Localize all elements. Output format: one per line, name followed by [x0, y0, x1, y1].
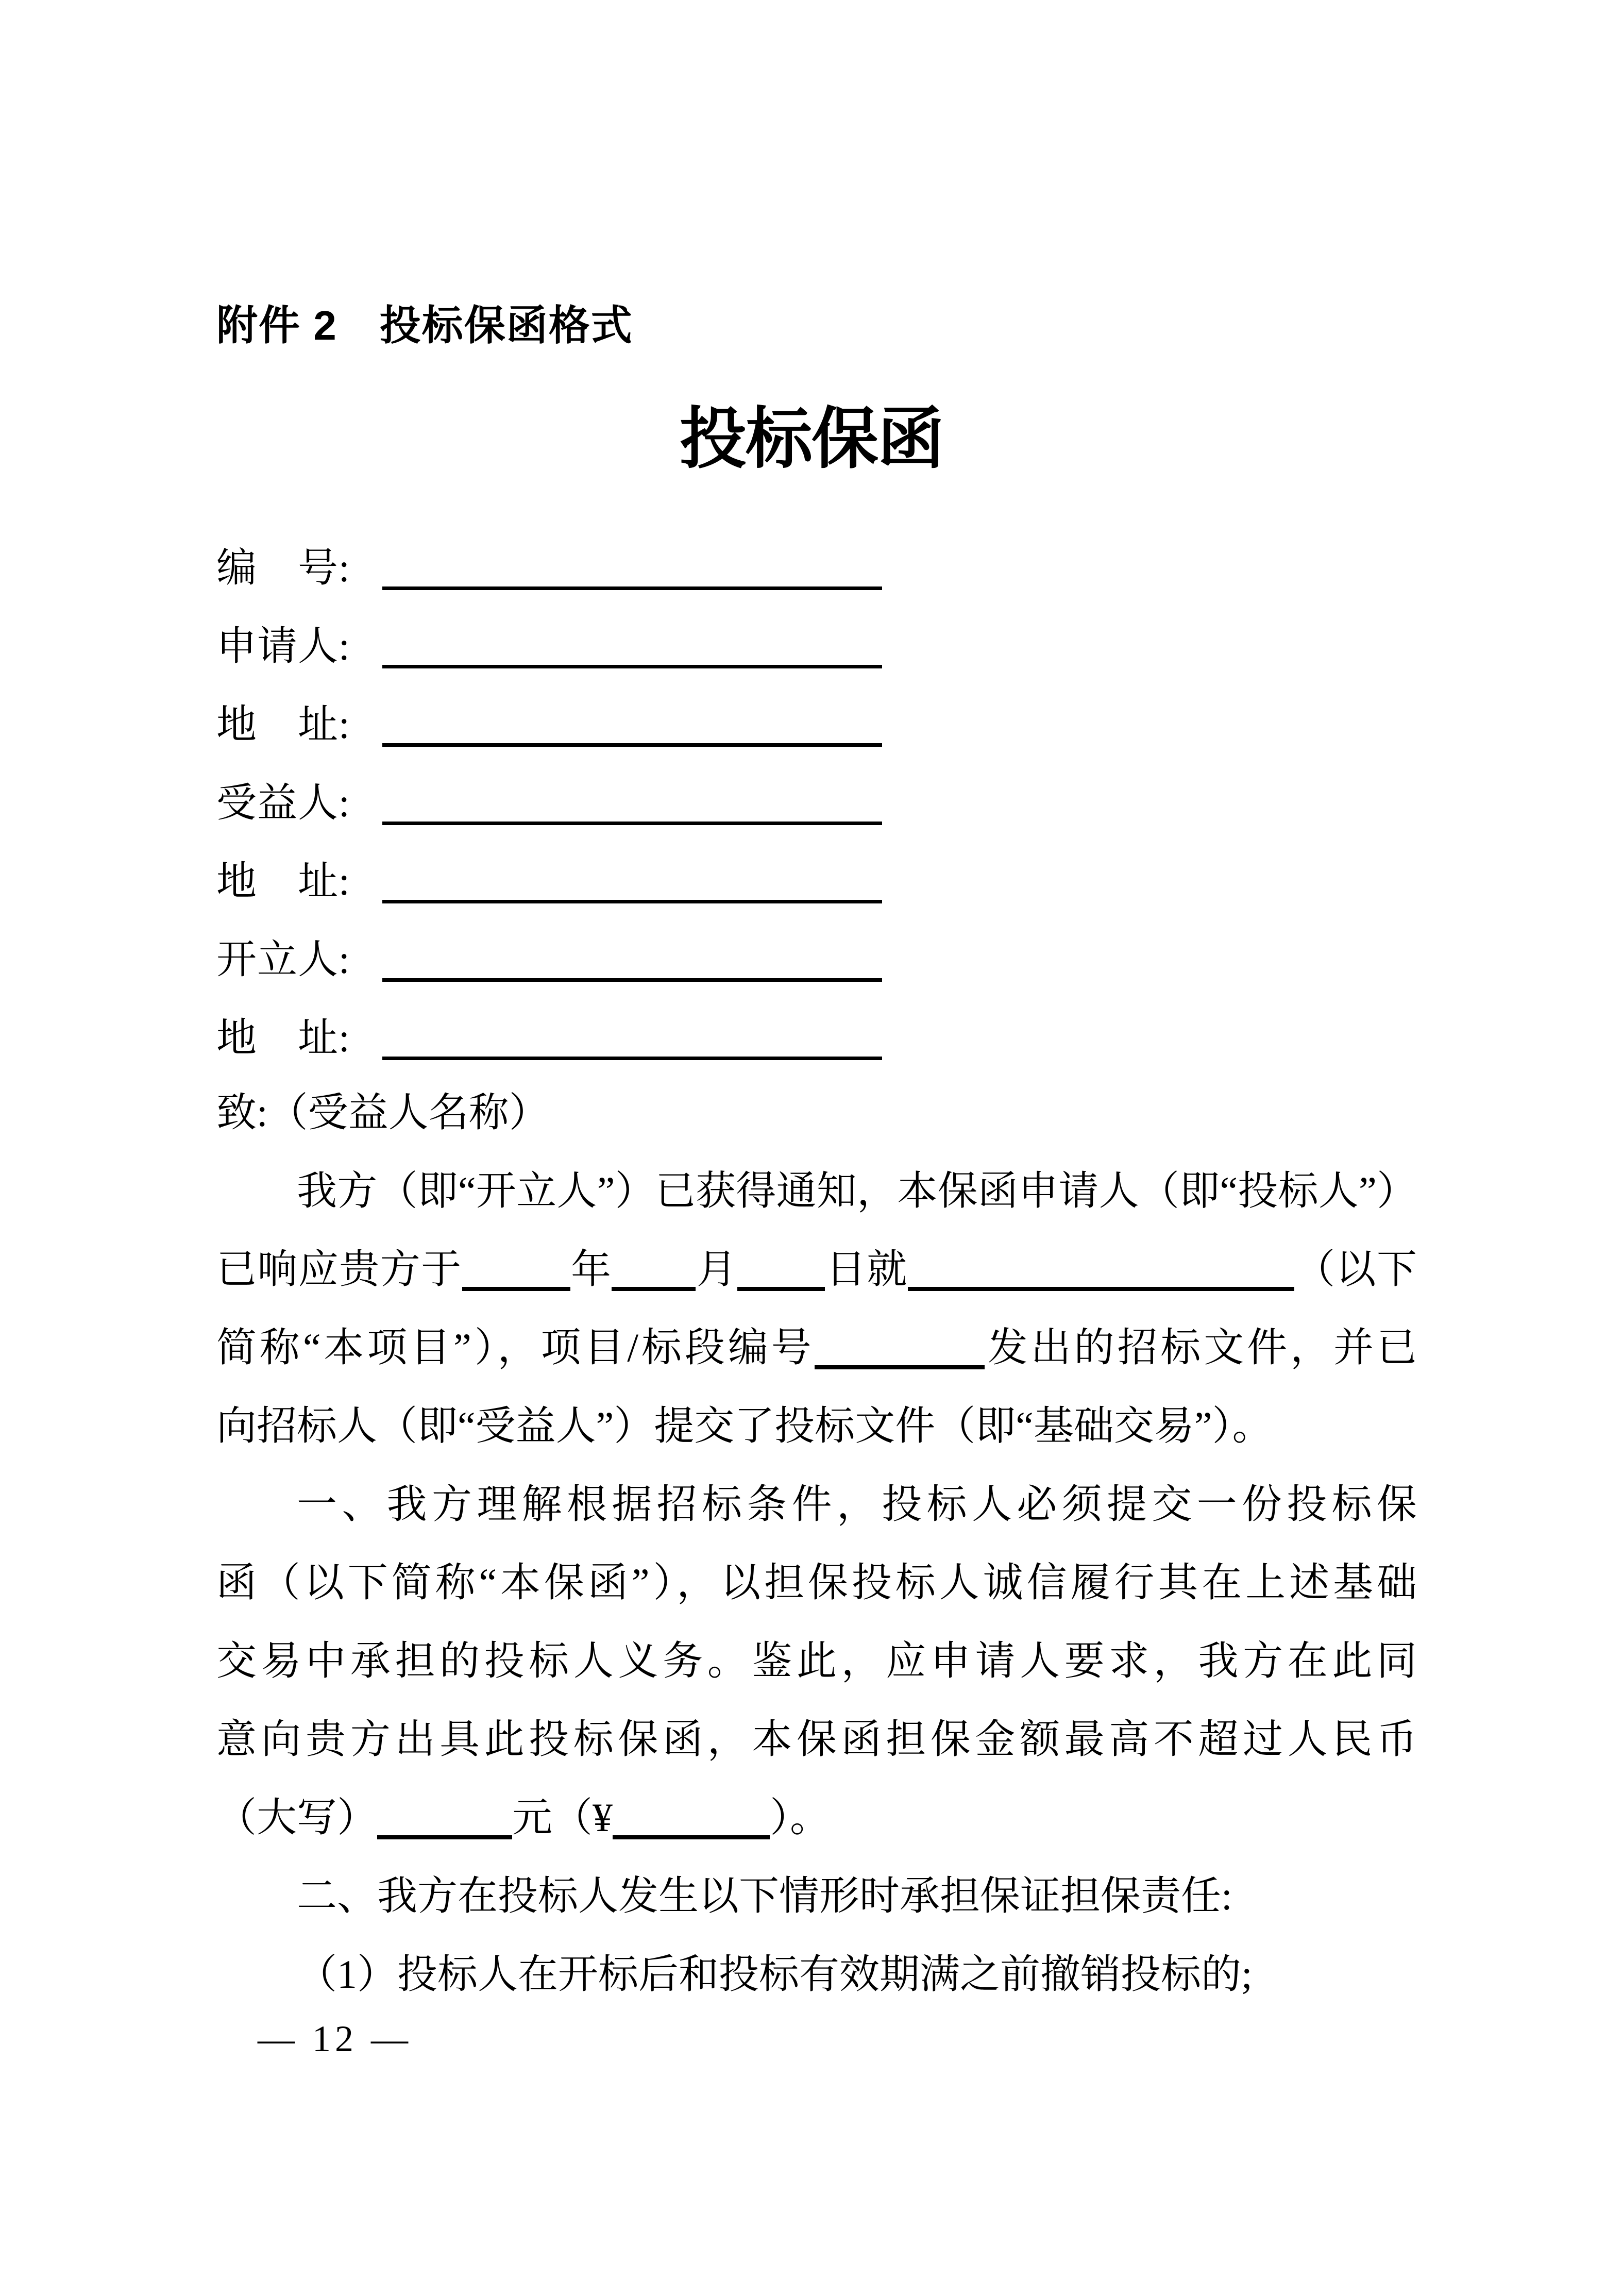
- body-line: [216, 1465, 1417, 1544]
- form-field-label: 开立人:: [216, 937, 350, 982]
- attachment-heading: 附件 2 投标保函格式: [216, 303, 633, 348]
- form-row: [216, 682, 882, 760]
- body-text: ）。: [770, 1795, 831, 1840]
- body-text: 交易中承担的投标人义务。鉴此，应申请人要求，我方在此同: [216, 1638, 1417, 1683]
- body-text: 日就: [825, 1247, 908, 1292]
- body-text: 函（以下简称“本保函”），以担保投标人诚信履行其在上述基础: [216, 1560, 1417, 1605]
- form-field-label: 地 址:: [216, 702, 350, 747]
- document-title: 投标保函: [679, 403, 943, 477]
- body-text: 意向贵方出具此投标保函，本保函担保金额最高不超过人民币: [216, 1717, 1417, 1762]
- form-field-label: 地 址:: [216, 859, 350, 903]
- body-text: （1）投标人在开标后和投标有效期满之前撤销投标的;: [297, 1952, 1253, 1997]
- form-field-blank-line: [382, 665, 882, 668]
- form-row: [216, 839, 882, 917]
- form-field-blank-line: [382, 900, 882, 903]
- body-line: [216, 1622, 1417, 1700]
- fill-in-blank-line: [613, 1835, 770, 1839]
- body-line: [216, 1857, 1417, 1935]
- form-row: [216, 917, 882, 995]
- form-row: [216, 995, 882, 1074]
- body-text: 简称“本项目”），项目/标段编号: [216, 1325, 815, 1370]
- body-line: [216, 1387, 1417, 1465]
- fill-in-blank-line: [815, 1365, 985, 1369]
- body-text: 年: [570, 1247, 612, 1292]
- body-text: 月: [696, 1247, 738, 1292]
- form-row: [216, 760, 882, 839]
- fill-in-blank-line: [908, 1287, 1294, 1291]
- form-field-blank-line: [382, 1057, 882, 1060]
- form-row: [216, 604, 882, 682]
- body-line: [216, 1700, 1417, 1779]
- body-line: [216, 1544, 1417, 1622]
- fill-in-blank-line: [737, 1287, 825, 1291]
- body-line: [216, 1309, 1417, 1387]
- body-text: 元（¥: [512, 1795, 613, 1840]
- form-field-blank-line: [382, 978, 882, 982]
- form-field-blank-line: [382, 586, 882, 590]
- body-line: [216, 1230, 1417, 1309]
- fill-in-blank-line: [377, 1835, 512, 1839]
- body-text: 发出的招标文件，并已: [984, 1325, 1417, 1370]
- form-fields-block: [216, 525, 882, 1074]
- body-text: （大写）: [216, 1795, 378, 1840]
- body-line: [216, 1152, 1417, 1230]
- form-row: [216, 525, 882, 604]
- body-line: [216, 1779, 1417, 1857]
- body-text: 已响应贵方于: [216, 1247, 462, 1292]
- letter-body: [216, 1074, 1417, 2014]
- body-text: 致:（受益人名称）: [216, 1090, 549, 1135]
- body-line: [216, 1935, 1417, 2014]
- body-text: 我方（即“开立人”）已获得通知，本保函申请人（即“投标人”）: [297, 1168, 1417, 1213]
- body-text: （以下: [1294, 1247, 1417, 1292]
- form-field-label: 申请人:: [216, 624, 350, 668]
- fill-in-blank-line: [462, 1287, 570, 1291]
- page-number: — 12 —: [258, 2018, 412, 2059]
- body-text: 一、我方理解根据招标条件，投标人必须提交一份投标保: [297, 1482, 1417, 1527]
- body-text: 向招标人（即“受益人”）提交了投标文件（即“基础交易”）。: [216, 1403, 1273, 1448]
- form-field-label: 地 址:: [216, 1015, 350, 1060]
- form-field-label: 受益人:: [216, 780, 350, 825]
- form-field-blank-line: [382, 743, 882, 747]
- fill-in-blank-line: [612, 1287, 696, 1291]
- body-line: [216, 1074, 1417, 1152]
- form-field-blank-line: [382, 822, 882, 825]
- body-text: 二、我方在投标人发生以下情形时承担保证担保责任:: [297, 1873, 1232, 1918]
- form-field-label: 编 号:: [216, 545, 350, 590]
